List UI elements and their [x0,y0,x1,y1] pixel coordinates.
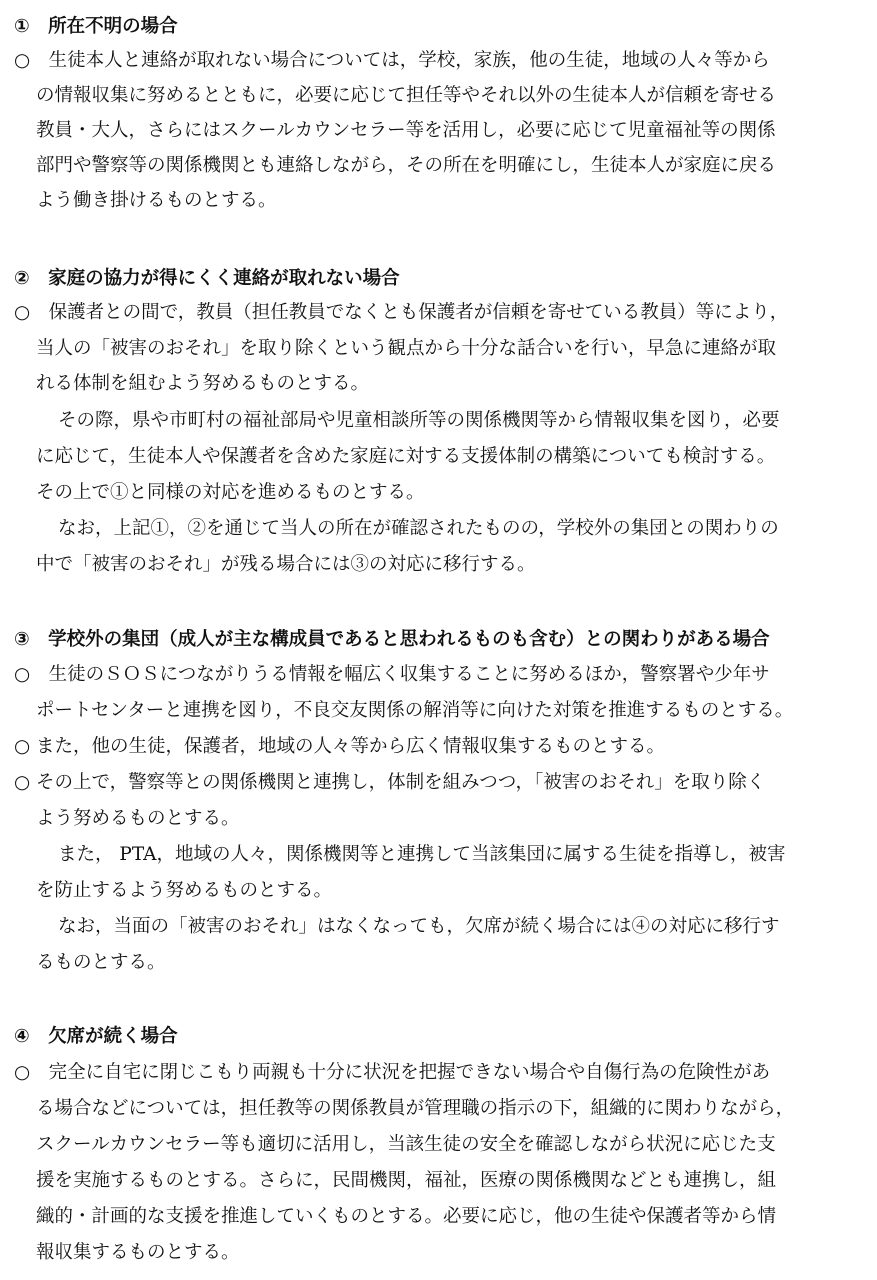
paragraph-line: ○ また，他の生徒，保護者，地域の人々等から広く情報収集するものとする。 [14,736,666,757]
paragraph-line: るものとする。 [36,952,166,973]
paragraph-line: その際，県や市町村の福祉部局や児童相談所等の関係機関等から情報収集を図り，必要 [58,410,780,431]
section-heading: ③ 学校外の集団（成人が主な構成員であると思われるものも含む）との関わりがある場合 [14,629,770,650]
paragraph-line: 教員・大人，さらにはスクールカウンセラー等を活用し，必要に応じて児童福祉等の関係 [36,120,776,141]
section-heading: ④ 欠席が続く場合 [14,1026,178,1047]
paragraph-line: の情報収集に努めるとともに，必要に応じて担任等やそれ以外の生徒本人が信頼を寄せる [36,85,777,106]
paragraph-line: ○ 完全に自宅に閉じこもり両親も十分に状況を把握できない場合や自傷行為の危険性があ [14,1062,771,1083]
paragraph-line: よう働き掛けるものとする。 [36,190,277,211]
paragraph-line: その上で①と同様の対応を進めるものとする。 [36,482,425,503]
paragraph-line: 報収集するものとする。 [36,1242,240,1263]
paragraph-line: なお，上記①，②を通じて当人の所在が確認されたものの，学校外の集団との関わりの [58,518,779,539]
paragraph-line: れる体制を組むよう努めるものとする。 [36,373,370,394]
section-heading: ① 所在不明の場合 [14,16,178,37]
paragraph-line: ○ 保護者との間で，教員（担任教員でなくとも保護者が信頼を寄せている教員）等により， [14,302,789,323]
paragraph-line: ○ 生徒のＳＯＳにつながりうる情報を幅広く収集することに努めるほか，警察署や少年サ [14,664,770,685]
paragraph-line: 織的・計画的な支援を推進していくものとする。必要に応じ，他の生徒や保護者等から情 [36,1206,777,1227]
paragraph-line: を防止するよう努めるものとする。 [36,880,333,901]
paragraph-line: 援を実施するものとする。さらに，民間機関，福祉，医療の関係機関などとも連携し，組 [36,1170,777,1191]
paragraph-line: ポートセンターと連携を図り，不良交友関係の解消等に向けた対策を推進するものとする。 [36,700,794,721]
paragraph-line: よう努めるものとする。 [36,808,240,829]
section-heading: ② 家庭の協力が得にくく連絡が取れない場合 [14,268,400,289]
paragraph-line: 当人の「被害のおそれ」を取り除くという観点から十分な話合いを行い，早急に連絡が取 [36,338,777,359]
paragraph-line: なお，当面の「被害のおそれ」はなくなっても，欠席が続く場合には④の対応に移行す [58,916,780,937]
paragraph-line: に応じて，生徒本人や保護者を含めた家庭に対する支援体制の構築についても検討する。 [36,446,776,467]
paragraph-line: 部門や警察等の関係機関とも連絡しながら，その所在を明確にし，生徒本人が家庭に戻る [36,155,777,176]
paragraph-line: ○ 生徒本人と連絡が取れない場合については，学校，家族，他の生徒，地域の人々等から [14,50,770,71]
paragraph-line: また， PTA，地域の人々，関係機関等と連携して当該集団に属する生徒を指導し，被害 [58,844,786,865]
paragraph-line: 中で「被害のおそれ」が残る場合には③の対応に移行する。 [36,554,536,575]
paragraph-line: ○ その上で，警察等との関係機関と連携し，体制を組みつつ，「被害のおそれ」を取り除く [14,772,766,793]
paragraph-line: スクールカウンセラー等も適切に活用し，当該生徒の安全を確認しながら状況に応じた支 [36,1134,776,1155]
paragraph-line: る場合などについては，担任教等の関係教員が管理職の指示の下，組織的に関わりながら， [36,1098,795,1119]
